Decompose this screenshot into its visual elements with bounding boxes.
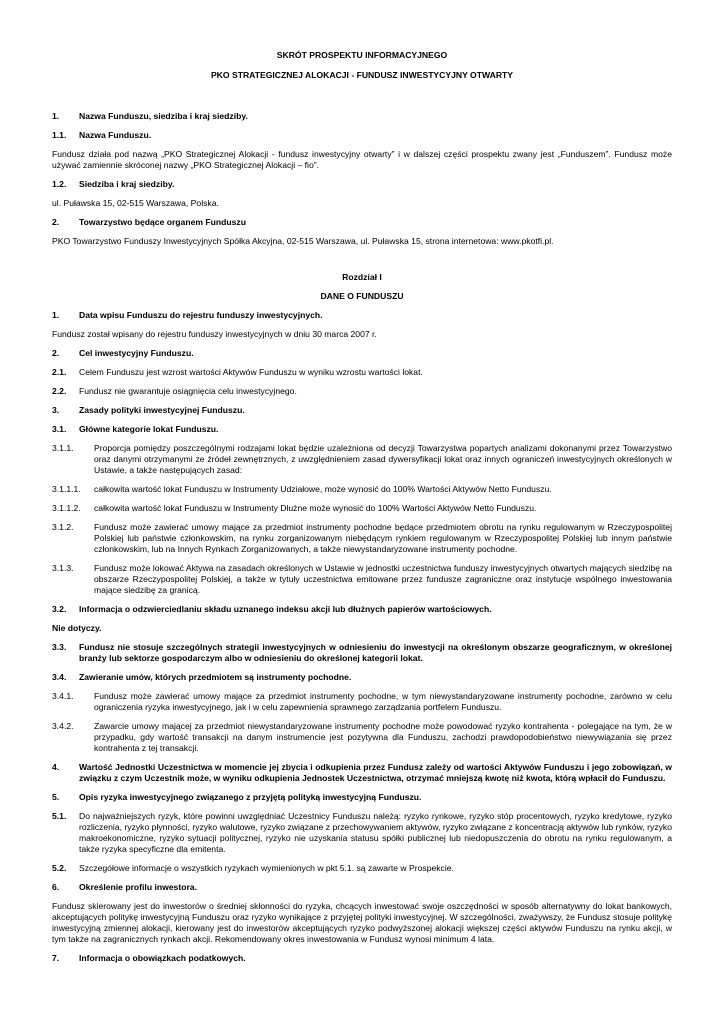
paragraph-investor-profile: Fundusz skierowany jest do inwestorów o średniej skłonności do ryzyka, chcących inwestować swoje oszczędności w sposób alternatywny do lokat bankowych, akceptujących politykę inwestycyjną Funduszu oraz ryzyko wynikające z przyjętej polityki inwestycyjnej. W szczególności, zważywszy, że Fundusz stosuje politykę inwestycyjną zmiennej alokacji, kierowany jest do inwestorów akceptujących ryzyko podwyższonej alokacji większej części aktywów Funduszu na rynku akcji, w tym także na zagranicznych rynkach akcji. Rekomendowany okres inwestowania w Fundusz wynosi minimum 4 lata. <box>52 901 672 944</box>
heading-s1-2: 1.2. Siedziba i kraj siedziby. <box>52 179 175 189</box>
paragraph-address: ul. Puławska 15, 02-515 Warszawa, Polska. <box>52 198 219 208</box>
heading-c3-2: 3.2. Informacja o odzwierciedlaniu składu uznanego indeksu akcji lub dłużnych papierów wartościowych. <box>52 604 492 614</box>
heading-c2: 2. Cel inwestycyjny Funduszu. <box>52 348 194 358</box>
chapter-subtitle: DANE O FUNDUSZU <box>320 291 404 301</box>
document-page <box>52 50 672 964</box>
paragraph-company: PKO Towarzystwo Funduszy Inwestycyjnych Spółka Akcyjna, 02-515 Warszawa, ul. Puławska 15, strona internetowa: www.pkotfi.pl. <box>52 236 554 246</box>
item-c5-1: 5.1. Do najważniejszych ryzyk, które powinni uwzględniać Uczestnicy Funduszu należą: ryzyko rynkowe, ryzyko stóp procentowych, ryzyko kredytowe, ryzyko rozliczenia, ryzyko płynności, ryzyko walutowe, ryzyko związane z przechowywaniem aktywów, ryzyko związane z koncentracją aktywów lub rynków, ryzyko makroekonomiczne, ryzyko sytuacji politycznej, ryzyko nie uzyskania statusu spółki publicznej lub niedopuszczenia do obrotu na rynku regulowanym, a także ryzyka specyficzne dla emitenta. <box>52 811 672 854</box>
heading-c6: 6. Określenie profilu inwestora. <box>52 882 197 892</box>
item-c3-4-2: 3.4.2. Zawarcie umowy mającej za przedmiot niewystandaryzowane instrumenty pochodne może powodować ryzyko kontrahenta - polegające na tym, że w przypadku, gdy wartość transakcji na danym instrumencie jest pozytywna dla Funduszu, zachodzi prawdopodobieństwo niewywiązania się przez kontrahenta z tej transakcji. <box>52 721 672 753</box>
item-c2-2: 2.2. Fundusz nie gwarantuje osiągnięcia celu inwestycyjnego. <box>52 386 297 396</box>
document-title: SKRÓT PROSPEKTU INFORMACYJNEGO <box>276 50 448 60</box>
item-c2-1: 2.1. Celem Funduszu jest wzrost wartości Aktywów Funduszu w wyniku wzrostu wartości lokat. <box>52 367 423 377</box>
heading-c7: 7. Informacja o obowiązkach podatkowych. <box>52 953 246 963</box>
heading-s1: 1. Nazwa Funduszu, siedziba i kraj siedziby. <box>52 111 248 121</box>
chapter-title: Rozdział I <box>342 272 382 282</box>
paragraph-fund-name: Fundusz działa pod nazwą „PKO Strategicznej Alokacji - fundusz inwestycyjny otwarty” i w dalszej części prospektu zwany jest „Funduszem”. Fundusz może używać zamiennie skróconej nazwy „PKO Strategicznej Alokacji – fio”. <box>52 149 672 170</box>
document-subtitle: PKO STRATEGICZNEJ ALOKACJI - FUNDUSZ INWESTYCYJNY OTWARTY <box>210 70 514 80</box>
paragraph-not-applicable: Nie dotyczy. <box>52 623 102 633</box>
heading-c3: 3. Zasady polityki inwestycyjnej Funduszu. <box>52 405 245 415</box>
heading-c3-3: 3.3. Fundusz nie stosuje szczególnych strategii inwestycyjnych w odniesieniu do inwestycji na określonym obszarze geograficznym, w określonej branży lub sektorze gospodarczym albo w odniesieniu do określonej kategorii lokat. <box>52 642 672 663</box>
item-c3-1-2: 3.1.2. Fundusz może zawierać umowy mające za przedmiot instrumenty pochodne będące przedmiotem obrotu na rynku regulowanym w Rzeczypospolitej Polskiej lub państwie członkowskim, na rynku zorganizowanym niebędącym rynkiem regulowanym w Rzeczypospolitej Polskiej lub innym państwie członkowskim, lub na Innych Rynkach Zorganizowanych, a także niewystandaryzowane instrumenty pochodne. <box>52 522 672 554</box>
item-c5-2: 5.2. Szczegółowe informacje o wszystkich ryzykach wymienionych w pkt 5.1. są zawarte w Prospekcie. <box>52 863 454 873</box>
item-c3-1-3: 3.1.3. Fundusz może lokować Aktywa na zasadach określonych w Ustawie w jednostki uczestnictwa funduszy inwestycyjnych otwartych mających siedzibę na obszarze Rzeczypospolitej Polskiej, a także w tytuły uczestnictwa emitowane przez fundusze zagraniczne oraz instytucje wspólnego inwestowania mające siedzibę za granicą. <box>52 563 672 595</box>
item-c3-1-1-2: 3.1.1.2. całkowita wartość lokat Funduszu w Instrumenty Dłużne może wynosić do 100% Wartości Aktywów Netto Funduszu. <box>52 503 537 513</box>
heading-s1-1: 1.1. Nazwa Funduszu. <box>52 130 152 140</box>
paragraph-registration: Fundusz został wpisany do rejestru funduszy inwestycyjnych w dniu 30 marca 2007 r. <box>52 329 377 339</box>
item-c3-1-1: 3.1.1. Proporcja pomiędzy poszczególnymi rodzajami lokat będzie uzależniona od decyzji Towarzystwa popartych analizami dokonanymi przez Towarzystwo oraz danymi otrzymanymi ze źródeł zewnętrznych, z uwzględnieniem zasad dywersyfikacji lokat oraz innych ograniczeń inwestycyjnych określonych w Ustawie, a także następujących zasad: <box>52 443 672 475</box>
heading-s2: 2. Towarzystwo będące organem Funduszu <box>52 217 246 227</box>
heading-c3-4: 3.4. Zawieranie umów, których przedmiotem są instrumenty pochodne. <box>52 672 352 682</box>
heading-c1: 1. Data wpisu Funduszu do rejestru funduszy inwestycyjnych. <box>52 310 323 320</box>
heading-c4: 4. Wartość Jednostki Uczestnictwa w momencie jej zbycia i odkupienia przez Fundusz zależy od wartości Aktywów Funduszu i jego zobowiązań, w związku z czym Uczestnik może, w wyniku odkupienia Jednostek Uczestnictwa, otrzymać mniejszą kwotę niż kwota, którą wpłacił do Funduszu. <box>52 762 672 783</box>
heading-c3-1: 3.1. Główne kategorie lokat Funduszu. <box>52 424 219 434</box>
heading-c5: 5. Opis ryzyka inwestycyjnego związanego z przyjętą polityką inwestycyjną Funduszu. <box>52 792 422 802</box>
item-c3-1-1-1: 3.1.1.1. całkowita wartość lokat Funduszu w Instrumenty Udziałowe, może wynosić do 100% Wartości Aktywów Netto Funduszu. <box>52 484 552 494</box>
item-c3-4-1: 3.4.1. Fundusz może zawierać umowy mające za przedmiot instrumenty pochodne, w tym niewystandaryzowane instrumenty pochodne, zarówno w celu ograniczenia ryzyka inwestycyjnego, jak i w celu zapewnienia sprawnego zarządzania portfelem Funduszu. <box>52 691 672 712</box>
